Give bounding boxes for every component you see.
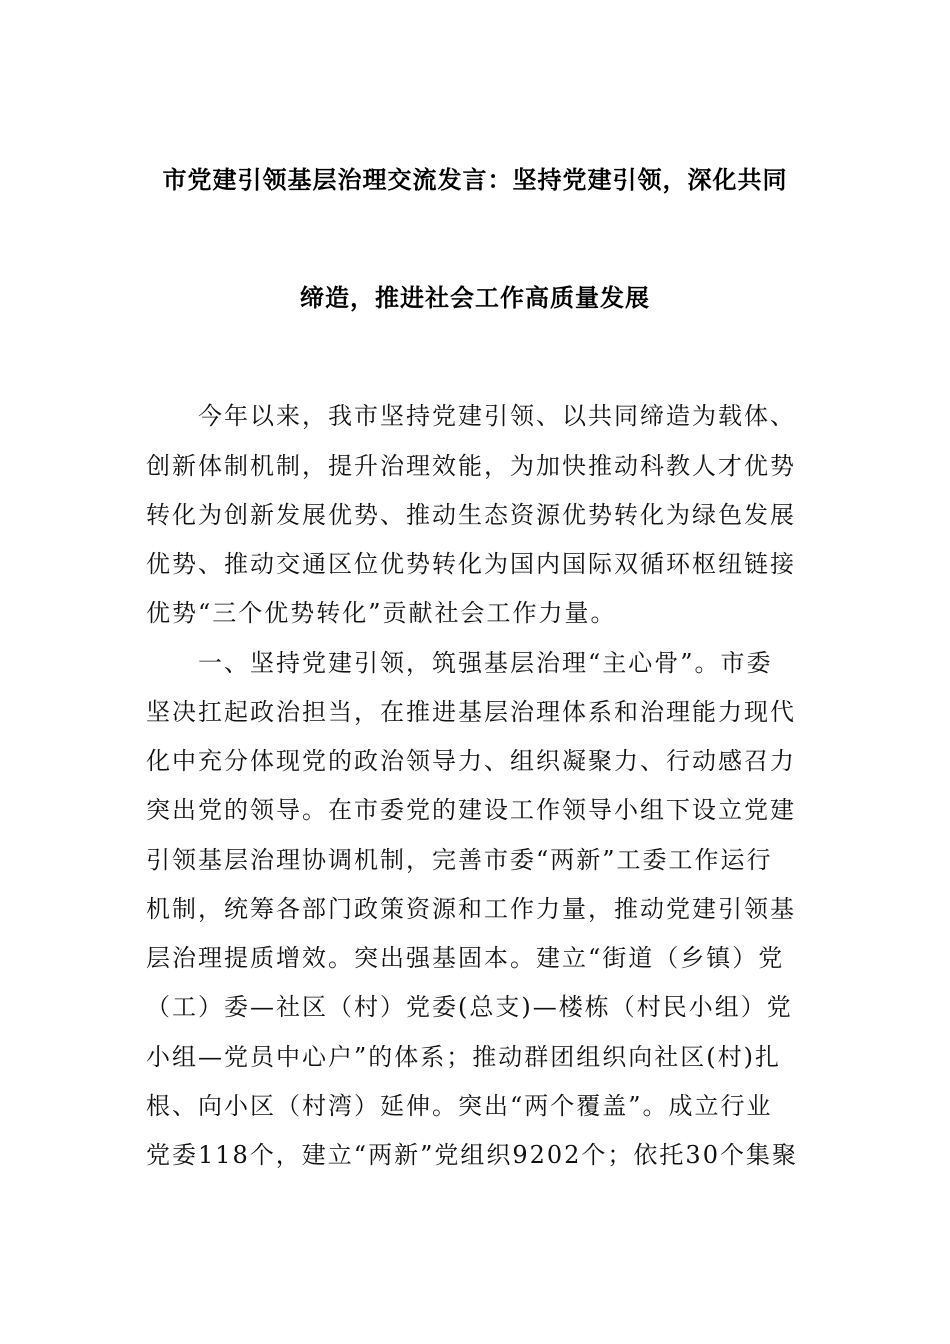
paragraph-2-line-3: 化中充分体现党的政治领导力、组织凝聚力、行动感召力 bbox=[146, 747, 796, 775]
paragraph-2-line-10: 根、向小区（村湾）延伸。突出“两个覆盖”。成立行业 bbox=[146, 1092, 773, 1120]
paragraph-2-line-11: 党委118个，建立“两新”党组织9202个；依托30个集聚 bbox=[146, 1141, 798, 1169]
paragraph-2-line-8: （工）委—社区（村）党委(总支)—楼栋（村民小组）党 bbox=[146, 993, 793, 1021]
paragraph-2-line-9: 小组—党员中心户”的体系；推动群团组织向社区(村)扎 bbox=[146, 1043, 781, 1071]
paragraph-2-line-6: 机制，统筹各部门政策资源和工作力量，推动党建引领基 bbox=[146, 895, 796, 923]
paragraph-2-line-7: 层治理提质增效。突出强基固本。建立“街道（乡镇）党 bbox=[146, 944, 785, 972]
paragraph-2-line-1: 一、坚持党建引领，筑强基层治理“主心骨”。市委 bbox=[198, 649, 773, 677]
document-title-line-2: 缔造，推进社会工作高质量发展 bbox=[300, 283, 650, 312]
paragraph-1-line-2: 创新体制机制，提升治理效能，为加快推动科教人才优势 bbox=[146, 452, 796, 480]
paragraph-2-line-2: 坚决扛起政治担当，在推进基层治理体系和治理能力现代 bbox=[146, 698, 796, 726]
paragraph-2-line-4: 突出党的领导。在市委党的建设工作领导小组下设立党建 bbox=[146, 796, 796, 824]
document-title-line-1: 市党建引领基层治理交流发言：坚持党建引领，深化共同 bbox=[162, 165, 788, 194]
paragraph-1-line-3: 转化为创新发展优势、推动生态资源优势转化为绿色发展 bbox=[146, 501, 796, 529]
paragraph-1-line-5: 优势“三个优势转化”贡献社会工作力量。 bbox=[146, 599, 617, 627]
paragraph-2-line-5: 引领基层治理协调机制，完善市委“两新”工委工作运行 bbox=[146, 846, 773, 874]
paragraph-1-line-1: 今年以来，我市坚持党建引领、以共同缔造为载体、 bbox=[198, 402, 796, 430]
paragraph-1-line-4: 优势、推动交通区位优势转化为国内国际双循环枢纽链接 bbox=[146, 550, 796, 578]
